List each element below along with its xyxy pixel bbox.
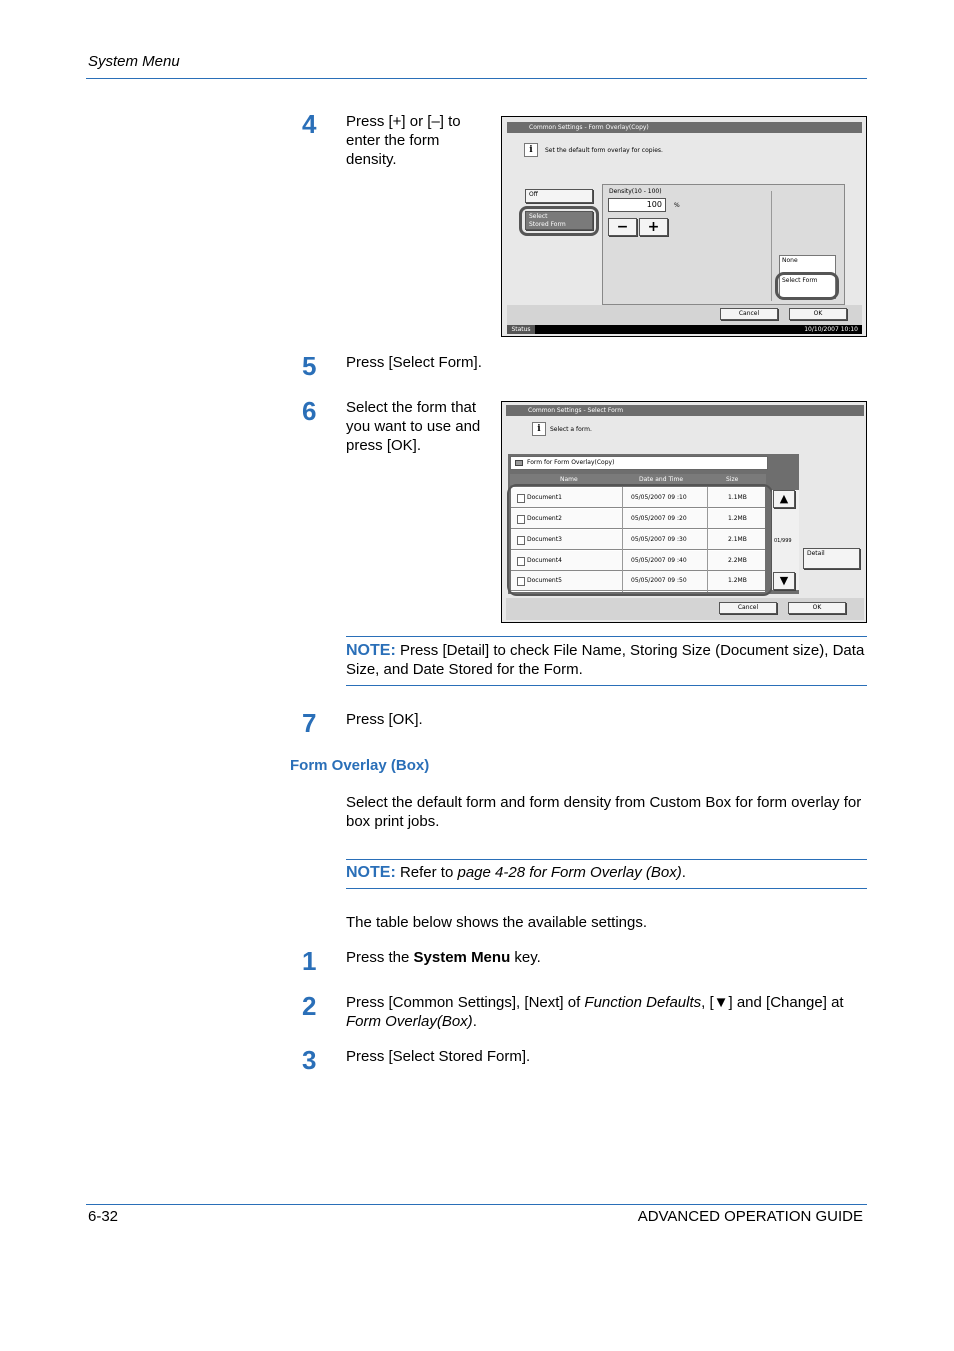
system-menu-key: System Menu (413, 949, 511, 966)
page-counter: 01/999 (774, 538, 792, 544)
step-text-italic: Function Defaults (584, 994, 702, 1011)
status-bar (507, 325, 862, 334)
step-text: Press [Select Form]. (346, 354, 482, 371)
scroll-up-button[interactable]: ▲ (773, 490, 795, 508)
select-form-option[interactable]: Select Form (782, 277, 818, 284)
step-text-part: . (472, 1013, 477, 1030)
section-heading: Form Overlay (Box) (290, 757, 430, 774)
step-number: 7 (302, 708, 317, 738)
note-rule-top (346, 859, 867, 860)
step-text: Press [+] or [–] to enter the form density. (346, 113, 461, 168)
step-number: 4 (302, 109, 317, 139)
step-text-part: , [▼] and [Change] at (701, 994, 844, 1011)
row-name: Document1 (527, 494, 562, 501)
screen-title: Common Settings - Select Form (506, 405, 864, 416)
step-text (346, 948, 866, 967)
status-datetime: 10/10/2007 10:10 (804, 326, 858, 333)
folder-icon (515, 460, 523, 466)
section-intro: Select the default form and form density from Custom Box for form overlay for box print jobs. (346, 794, 862, 830)
step-text (346, 993, 867, 1031)
step-text-italic: Form Overlay(Box) (346, 1013, 473, 1030)
minus-button[interactable]: − (608, 218, 637, 236)
ok-button[interactable]: OK (788, 602, 846, 614)
off-button[interactable]: Off (525, 189, 593, 203)
step-text: Press [Select Stored Form]. (346, 1048, 531, 1065)
row-date: 05/05/2007 09 :30 (631, 536, 687, 543)
cancel-button[interactable]: Cancel (720, 308, 778, 320)
row-size: 2.1MB (728, 536, 747, 543)
header-rule (86, 78, 867, 79)
none-option[interactable]: None (782, 257, 798, 264)
step-text-part: Press [Common Settings], [Next] of (346, 994, 585, 1011)
step-number: 1 (302, 946, 317, 976)
folder-label (510, 456, 768, 470)
step-text: Select the form that you want to use and press [OK]. (346, 399, 481, 454)
page-number: 6-32 (88, 1208, 119, 1225)
footer-rule (86, 1204, 867, 1205)
row-name: Document3 (527, 536, 562, 543)
density-label: Density(10 - 100) (609, 188, 662, 195)
col-size-header[interactable]: Size (726, 476, 739, 483)
note-rule-bottom (346, 685, 867, 686)
plus-button[interactable]: + (639, 218, 668, 236)
info-icon: i (532, 422, 546, 436)
guide-title: ADVANCED OPERATION GUIDE (637, 1208, 863, 1225)
step-number: 5 (302, 351, 317, 381)
step-text-part: key. (510, 949, 541, 966)
note-reference (346, 863, 867, 882)
folder-name: Form for Form Overlay(Copy) (527, 459, 615, 466)
step-number: 6 (302, 396, 317, 426)
col-name-header[interactable]: Name (560, 476, 578, 483)
row-date: 05/05/2007 09 :20 (631, 515, 687, 522)
step-number: 3 (302, 1045, 317, 1075)
note-prefix: Refer to (399, 864, 458, 881)
row-size: 1.2MB (728, 515, 747, 522)
note-rule-top (346, 636, 867, 637)
note-suffix: . (681, 864, 686, 881)
cancel-button[interactable]: Cancel (719, 602, 777, 614)
screen-form-overlay-density (501, 116, 867, 337)
row-name: Document5 (527, 577, 562, 584)
note-rule-bottom (346, 888, 867, 889)
screen-select-form (501, 401, 867, 623)
note-text: Press [Detail] to check File Name, Storing Size (Document size), Data Size, and Date Stored for the Form. (346, 642, 865, 678)
note-label: NOTE: (346, 642, 396, 659)
col-date-header[interactable]: Date and Time (639, 476, 684, 483)
row-name: Document2 (527, 515, 562, 522)
note-detail (346, 641, 867, 679)
step-text: Press [OK]. (346, 711, 423, 728)
step-text-part: Press the (346, 949, 414, 966)
select-stored-label-line1: Select (529, 213, 548, 220)
row-date: 05/05/2007 09 :50 (631, 577, 687, 584)
panel-divider (771, 191, 772, 301)
row-date: 05/05/2007 09 :10 (631, 494, 687, 501)
table-intro: The table below shows the available settings. (346, 914, 648, 931)
row-size: 1.2MB (728, 577, 747, 584)
screen-message: Select a form. (550, 426, 592, 433)
select-stored-label-line2: Stored Form (529, 221, 566, 228)
density-panel (602, 184, 845, 305)
note-label: NOTE: (346, 864, 396, 881)
running-header: System Menu (88, 53, 180, 70)
step-number: 2 (302, 991, 317, 1021)
density-value-field[interactable]: 100 (608, 198, 666, 212)
row-size: 1.1MB (728, 494, 747, 501)
detail-button[interactable]: Detail (803, 548, 860, 569)
highlight-ring (507, 484, 773, 596)
highlight-ring (775, 272, 839, 300)
status-button[interactable]: Status (507, 325, 535, 334)
screen-title: Common Settings - Form Overlay(Copy) (507, 122, 862, 133)
density-unit: % (674, 202, 680, 209)
row-date: 05/05/2007 09 :40 (631, 557, 687, 564)
scroll-down-button[interactable]: ▼ (773, 572, 795, 590)
ok-button[interactable]: OK (789, 308, 847, 320)
highlight-ring (519, 206, 599, 236)
note-page-reference[interactable]: page 4-28 for Form Overlay (Box) (457, 864, 682, 881)
screen-message: Set the default form overlay for copies. (545, 147, 663, 154)
row-name: Document4 (527, 557, 562, 564)
row-size: 2.2MB (728, 557, 747, 564)
info-icon: i (524, 143, 538, 157)
